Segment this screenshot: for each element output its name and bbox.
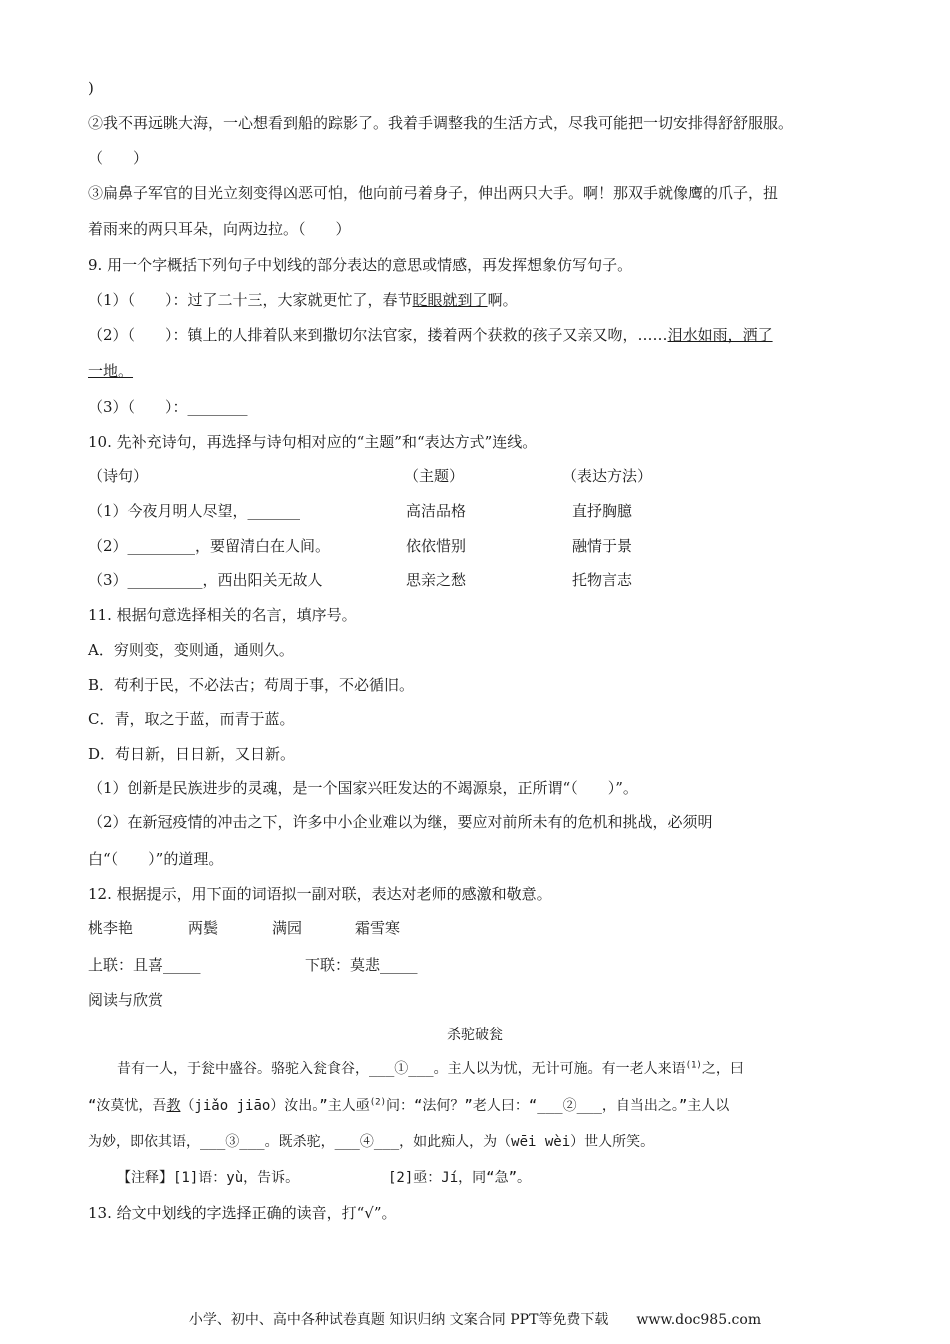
q9-title: 9. 用一个字概括下列句子中划线的部分表达的意思或情感，再发挥想象仿写句子。	[88, 256, 633, 274]
q11-sentence-2-line2: 白“（ ）”的道理。	[88, 850, 224, 868]
q9-s1-underlined: 眨眼就到了	[412, 291, 488, 309]
p3-text-c: ，如此痴人，为（wēi wèi）世人所笑。	[399, 1134, 655, 1150]
q12-word-1: 桃李艳	[88, 919, 134, 937]
q13-title: 13. 给文中划线的字选择正确的读音，打“√”。	[88, 1204, 397, 1222]
p3-text-b: 。既杀驼，	[264, 1134, 335, 1150]
footnote-ref-2: (2)	[369, 1097, 386, 1108]
q8-item-3-line1: ③扁鼻子军官的目光立刻变得凶恶可怕，他向前弓着身子，伸出两只大手。啊！那双手就像鹰的爪子，扭	[88, 184, 779, 202]
q10-row-3-poem: （3）__________，西出阳关无故人	[88, 571, 323, 589]
q10-header-method: （表达方法）	[562, 467, 653, 485]
q11-option-d: D．苟日新，日日新，又日新。	[88, 745, 296, 763]
q11-option-c: C．青，取之于蓝，而青于蓝。	[88, 710, 295, 728]
blank-2: ___②___	[537, 1098, 602, 1114]
q10-header-poem: （诗句）	[88, 467, 149, 485]
q12-lower-couplet: 下联：莫悲_____	[305, 956, 418, 974]
q9-sentence-2-cont	[88, 361, 133, 381]
q10-header-theme: （主题）	[404, 467, 465, 485]
q10-row-2-poem: （2）_________，要留清白在人间。	[88, 537, 331, 555]
q11-sentence-1: （1）创新是民族进步的灵魂，是一个国家兴旺发达的不竭源泉，正所谓“（ ）”。	[88, 779, 638, 797]
q8-fragment: )	[88, 79, 94, 97]
q12-upper-couplet: 上联：且喜_____	[88, 956, 201, 974]
footnote-ref-1: (1)	[685, 1060, 702, 1071]
p3-text-a: 为妙，即依其语，	[88, 1134, 200, 1150]
note-2: [2]亟：Jí，同“急”。	[388, 1170, 532, 1186]
q9-s2-underlined: 泪水如雨，洒了	[667, 326, 773, 344]
q8-item-2: ②我不再远眺大海，一心想看到船的踪影了。我着手调整我的生活方式，尽我可能把一切安排得舒舒服服。	[88, 114, 794, 132]
q10-row-3-method: 托物言志	[572, 571, 633, 589]
q10-row-3-theme: 思亲之愁	[406, 571, 467, 589]
p2-text-d: ，自当出之。”主人以	[601, 1098, 730, 1114]
q12-word-2: 两鬓	[188, 919, 219, 937]
q12-title: 12. 根据提示，用下面的词语拟一副对联，表达对老师的感激和敬意。	[88, 885, 552, 903]
q10-row-2-theme: 依依惜别	[406, 537, 467, 555]
p2-text-a: “汝莫忧，吾	[88, 1098, 167, 1114]
q9-sentence-2	[88, 325, 773, 345]
q10-title: 10. 先补充诗句，再选择与诗句相对应的“主题”和“表达方式”连线。	[88, 433, 538, 451]
reading-section-heading: 阅读与欣赏	[88, 991, 164, 1009]
q9-s1-pre: （1）（ ）：过了二十三，大家就更忙了，春节	[88, 291, 413, 309]
q10-row-1-theme: 高洁品格	[406, 502, 467, 520]
q12-word-4: 霜雪寒	[355, 919, 401, 937]
q10-row-2-method: 融情于景	[572, 537, 633, 555]
q11-option-b: B．苟利于民，不必法古；苟周于事，不必循旧。	[88, 676, 415, 694]
q9-s2-pre: （2）（ ）：镇上的人排着队来到撒切尔法官家，搂着两个获救的孩子又亲又吻，……	[88, 326, 668, 344]
blank-4: ___④___	[334, 1134, 400, 1150]
q11-sentence-2-line1: （2）在新冠疫情的冲击之下，许多中小企业难以为继，要应对前所未有的危机和挑战，必须明	[88, 813, 713, 831]
q11-option-a: A．穷则变，变则通，通则久。	[88, 641, 294, 659]
passage-line-1	[117, 1059, 744, 1079]
passage-title: 杀驼破瓮	[447, 1027, 503, 1043]
p1-text-b: 。主人以为忧，无计可施。有一老人来语	[433, 1061, 686, 1077]
q9-sentence-1	[88, 290, 518, 310]
q8-item-3-line2: 着雨来的两只耳朵，向两边拉。（ ）	[88, 220, 351, 238]
blank-3: ___③___	[200, 1134, 265, 1150]
q9-s1-post: 啊。	[487, 291, 518, 309]
q12-word-3: 满园	[272, 919, 303, 937]
p1-text-a: 昔有一人，于瓮中盛谷。骆驼入瓮食谷，	[117, 1061, 369, 1077]
q10-row-1-method: 直抒胸臆	[572, 502, 633, 520]
page-footer: 小学、初中、高中各种试卷真题 知识归纳 文案合同 PPT等免费下载 www.doc985.com	[188, 1312, 762, 1328]
q11-title: 11. 根据句意选择相关的名言，填序号。	[88, 606, 357, 624]
passage-line-3	[88, 1132, 654, 1152]
q9-sentence-3: （3）（ ）：________	[88, 398, 248, 416]
p2-text-b: （jiǎo jiāo）汝出。”主人亟	[180, 1098, 370, 1114]
p1-text-c: 之，曰	[701, 1061, 744, 1077]
passage-line-2	[88, 1096, 729, 1116]
q8-item-2-blank: （ ）	[88, 149, 149, 167]
q9-s2-underlined-cont: 一地。	[88, 362, 134, 380]
p2-text-c: 问：“法何？”老人曰：“	[386, 1098, 538, 1114]
blank-1: ___①___	[369, 1061, 434, 1077]
q10-row-1-poem: （1）今夜月明人尽望，_______	[88, 502, 301, 520]
note-1: 【注释】[1]语：yù，告诉。	[117, 1170, 300, 1186]
underlined-char-jiao: 教	[166, 1098, 181, 1114]
